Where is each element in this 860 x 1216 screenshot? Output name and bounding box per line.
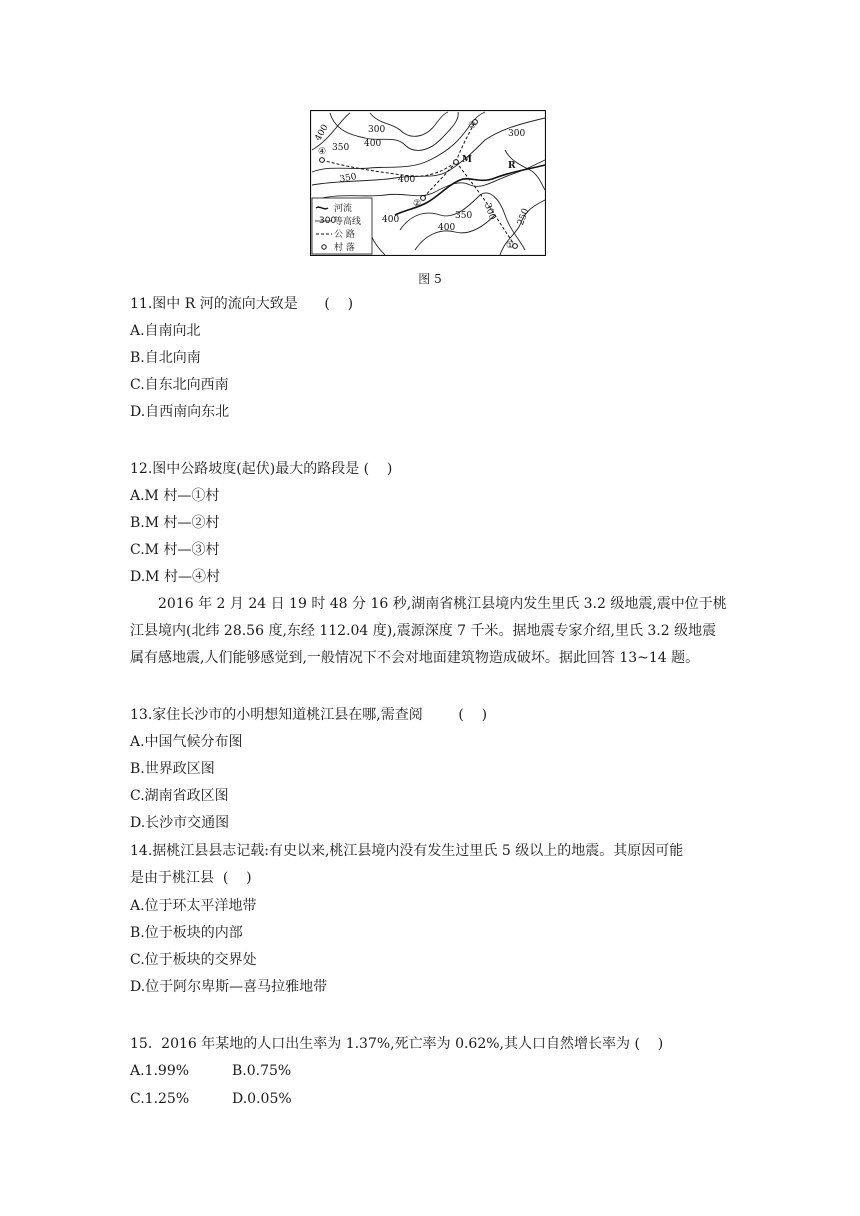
village-3-label: ③ [468,121,477,131]
village-m-label: M [462,155,472,165]
question-14-stem-line-1: 14.据桃江县县志记载:有史以来,桃江县境内没有发生过里氏 5 级以上的地震。其原因可能 [130,843,684,859]
question-11-option-d: D.自西南向东北 [130,404,230,420]
contour-label: 400 [438,223,456,233]
question-13-option-d: D.长沙市交通图 [130,815,230,831]
question-13-option-a: A.中国气候分布图 [130,734,243,750]
village-marker [421,196,426,201]
village-4-label: ④ [318,147,327,157]
question-15-option-a: A.1.99% [130,1063,190,1079]
contour-label: 400 [398,175,416,185]
question-12-option-a: A.M 村—①村 [130,488,220,504]
legend-road: 公 路 [334,230,355,240]
question-12-option-b: B.M 村—②村 [130,515,220,531]
contour-label: 300 [368,125,386,135]
contour-label: 400 [382,215,400,225]
legend-village: 村 落 [334,243,355,253]
question-14-option-c: C.位于板块的交界处 [130,952,257,968]
contour-map-figure [310,110,546,256]
question-12-stem: 12.图中公路坡度(起伏)最大的路段是 ( ) [130,461,393,477]
question-12-option-c: C.M 村—③村 [130,542,220,558]
contour-label: 400 [313,123,331,143]
village-2-label: ② [413,199,422,209]
question-15-option-b: B.0.75% [232,1063,292,1079]
question-14-stem-line-2: 是由于桃江县 ( ) [130,870,252,886]
contour-label: 300 [481,201,498,222]
map-legend [312,198,372,254]
question-14-option-b: B.位于板块的内部 [130,925,243,941]
question-14-option-a: A.位于环太平洋地带 [130,898,257,914]
question-12-option-d: D.M 村—④村 [130,569,220,585]
question-13-stem: 13.家住长沙市的小明想知道桃江县在哪,需查阅 ( ) [130,707,488,723]
village-marker [320,158,325,163]
contour-label: 250 [516,207,532,227]
question-15-stem: 15. 2016 年某地的人口出生率为 1.37%,死亡率为 0.62%,其人口自然增长率为 ( ) [130,1036,664,1052]
village-marker [454,160,459,165]
question-13-option-c: C.湖南省政区图 [130,788,229,804]
question-11-option-c: C.自东北向西南 [130,377,229,393]
question-11-option-a: A.自南向北 [130,323,201,339]
question-13-option-b: B.世界政区图 [130,761,215,777]
contour-label: 350 [332,143,350,153]
legend-village-symbol [322,245,326,249]
contour-label: 400 [364,139,382,149]
village-1-label: ① [506,241,515,251]
legend-contour: 等高线 [334,217,362,227]
question-15-option-d: D.0.05% [232,1091,292,1107]
contour-label: 300 [508,129,526,139]
contour-label: 350 [455,211,473,221]
passage-earthquake: 2016 年 2 月 24 日 19 时 48 分 16 秒,湖南省桃江县境内发生里氏 3.2 级地震,震中位于桃江县境内(北纬 28.56 度,东经 112.04 度),震源深度 7 千米。据地震专家介绍,里氏 3.2 级地震属有感地震,人们能够感觉到,一般情况下不会对地面建筑物造成破坏。据此回答 13~14 题。 [130,596,727,666]
legend-contour-value: 300 [319,216,337,226]
question-11-stem: 11.图中 R 河的流向大致是 ( ) [130,296,354,312]
contour-label: 350 [338,172,358,185]
question-11-option-b: B.自北向南 [130,350,201,366]
river-label: R [508,161,516,171]
figure-caption: 图 5 [418,272,442,286]
question-14-option-d: D.位于阿尔卑斯—喜马拉雅地带 [130,979,328,995]
question-15-option-c: C.1.25% [130,1091,190,1107]
legend-river: 河流 [334,204,353,214]
